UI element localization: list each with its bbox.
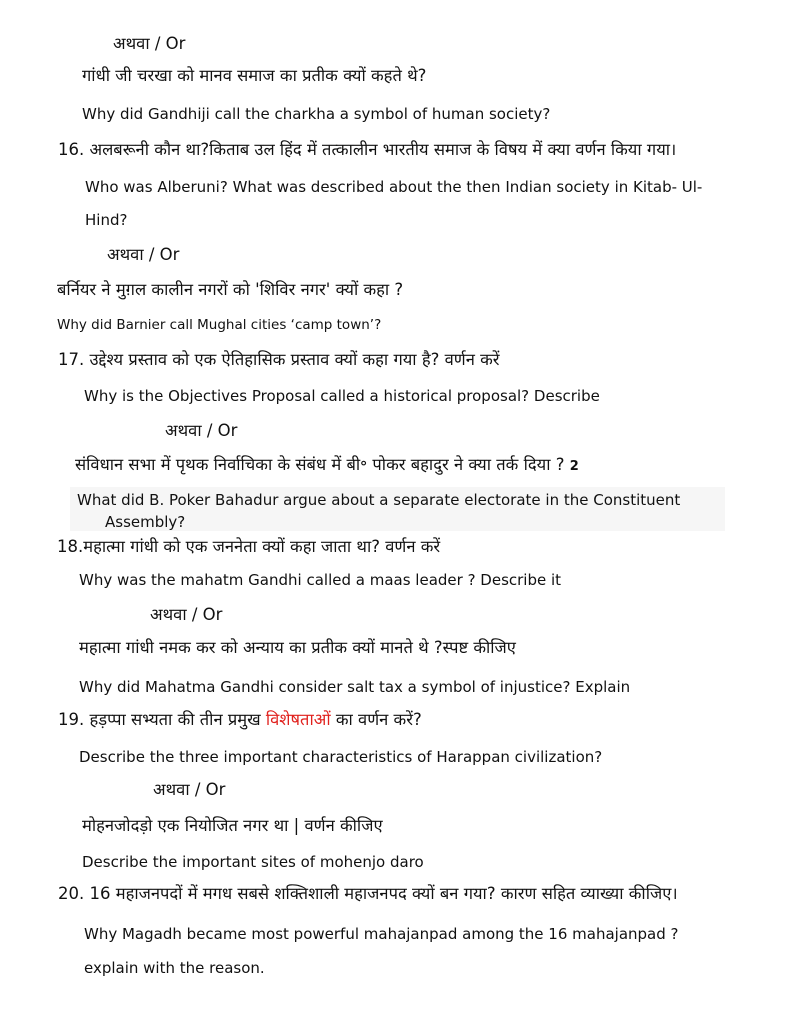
q16-question-hindi [58,140,676,160]
q18-or-question-hindi: महात्मा गांधी नमक कर को अन्याय का प्रतीक क्यों मानते थे ?स्पष्ट कीजिए [79,638,516,657]
q19-question-english: Describe the three important characteristics of Harappan civilization? [79,748,603,766]
q18-number: 18. [57,537,84,556]
q16-or-question-hindi: बर्नियर ने मुग़ल कालीन नगरों को 'शिविर नगर' क्यों कहा ? [57,280,404,299]
q20-question-english-line2: explain with the reason. [84,959,265,977]
q18-question-hindi [57,537,440,557]
q17-or-text-hindi: संविधान सभा में पृथक निर्वाचिका के संबंध में बी॰ पोकर बहादुर ने क्या तर्क दिया ? [75,455,565,474]
q17-question-hindi [58,350,500,370]
q19-number: 19. [58,710,85,729]
q16-question-english-line1: Who was Alberuni? What was described about the then Indian society in Kitab- Ul- [85,178,703,196]
q16-or-question-english: Why did Barnier call Mughal cities ‘camp town’? [57,317,382,333]
or-label: अथवा / Or [153,780,226,799]
q20-question-english-line1: Why Magadh became most powerful mahajanpad among the 16 mahajanpad ? [84,925,679,943]
or-label: अथवा / Or [165,421,238,440]
q18-or-question-english: Why did Mahatma Gandhi consider salt tax a symbol of injustice? Explain [79,678,631,696]
or-label: अथवा / Or [107,245,180,264]
q18-text-hindi: महात्मा गांधी को एक जननेता क्यों कहा जाता था? वर्णन करें [83,537,441,556]
q15-or-question-english: Why did Gandhiji call the charkha a symbol of human society? [82,105,551,123]
q20-question-hindi [58,884,678,904]
q19-or-question-english: Describe the important sites of mohenjo daro [82,853,424,871]
q19-text-hindi-start: हड़प्पा सभ्यता की तीन प्रमुख [89,710,266,729]
q19-or-question-hindi: मोहनजोदड़ो एक नियोजित नगर था | वर्णन कीजिए [82,816,383,835]
q17-or-question-hindi [75,455,579,475]
q17-number: 17. [58,350,85,369]
q19-text-hindi-end: का वर्णन करें? [330,710,422,729]
q16-number: 16. [58,140,85,159]
q20-number: 20. [58,884,85,903]
q17-text-hindi: उद्देश्य प्रस्ताव को एक ऐतिहासिक प्रस्ताव क्यों कहा गया है? वर्णन करें [89,350,500,369]
q17-or-question-english-line2: Assembly? [105,513,186,531]
q20-text-hindi: 16 महाजनपदों में मगध सबसे शक्तिशाली महाजनपद क्यों बन गया? कारण सहित व्याख्या कीजिए। [89,884,678,903]
q15-or-question-hindi: गांधी जी चरखा को मानव समाज का प्रतीक क्यों कहते थे? [82,66,427,85]
q18-question-english: Why was the mahatm Gandhi called a maas leader ? Describe it [79,571,562,589]
q16-text-hindi: अलबरूनी कौन था?किताब उल हिंद में तत्कालीन भारतीय समाज के विषय में क्या वर्णन किया गया। [89,140,677,159]
q19-highlighted-word: विशेषताओं [265,710,331,729]
or-label: अथवा / Or [150,605,223,624]
or-label: अथवा / Or [113,34,186,53]
q17-marks: 2 [569,459,579,474]
q19-question-hindi [58,710,422,730]
q16-question-english-line2: Hind? [85,211,128,229]
q17-or-question-english-line1: What did B. Poker Bahadur argue about a separate electorate in the Constituent [77,491,681,509]
q17-question-english: Why is the Objectives Proposal called a historical proposal? Describe [84,387,600,405]
